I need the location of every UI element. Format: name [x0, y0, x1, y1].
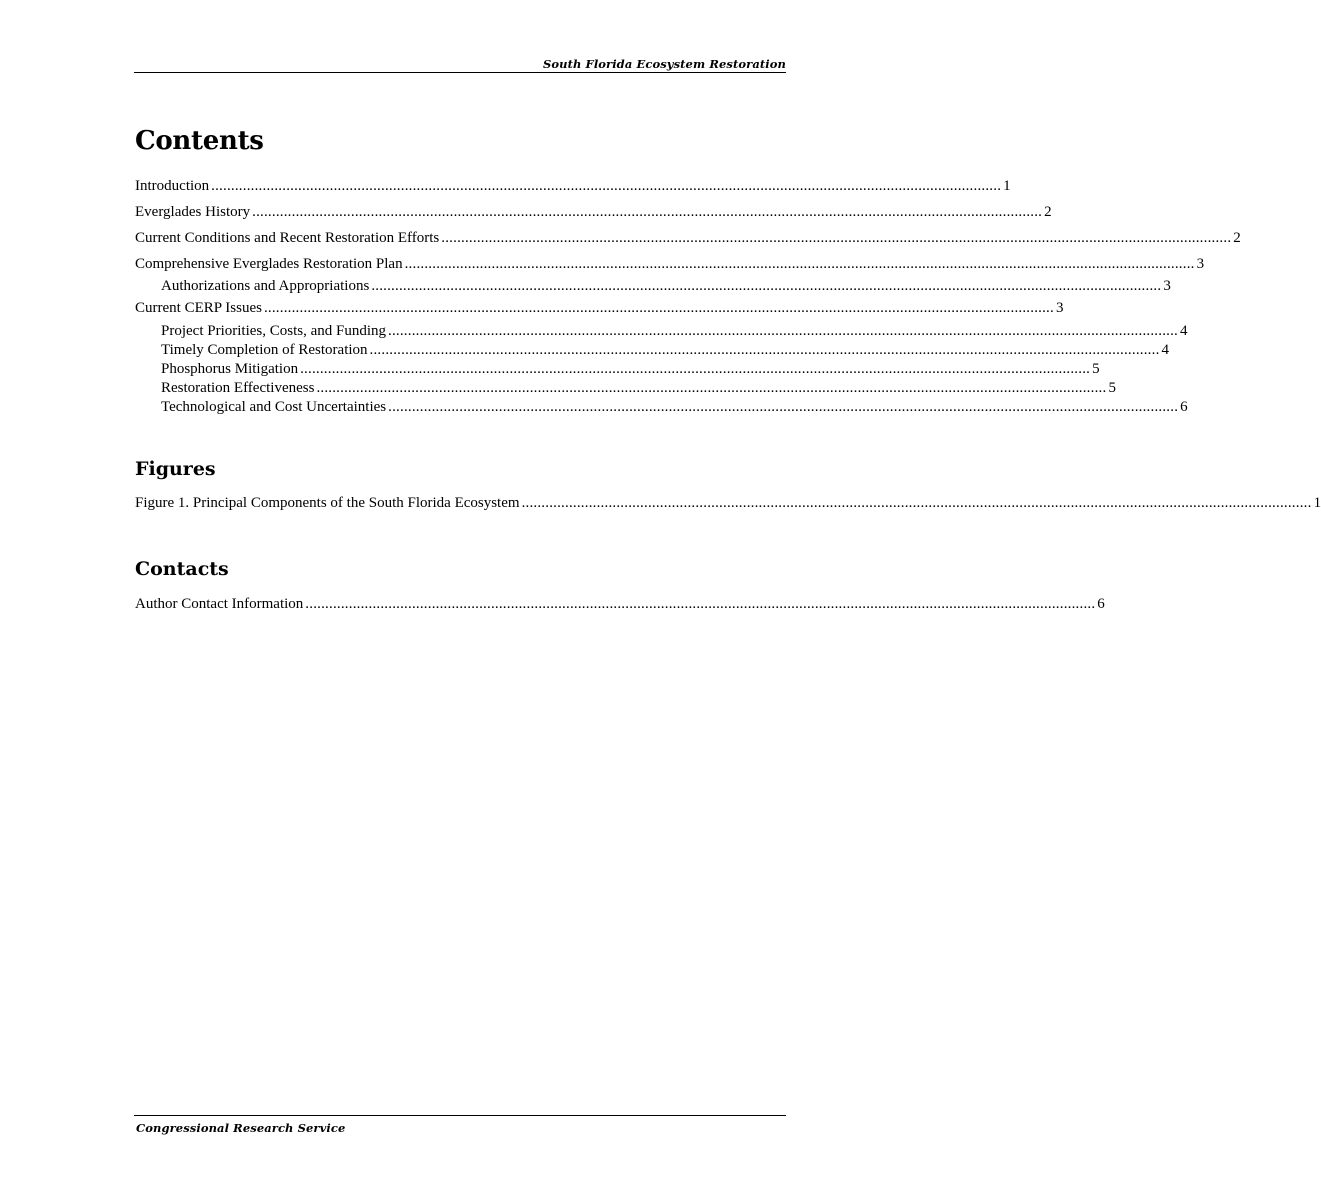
toc-entry-title: Project Priorities, Costs, and Funding: [161, 323, 386, 339]
dot-leader: ........................................................................................................................................................................................................: [316, 380, 1107, 396]
toc-entry-page: 5: [1108, 380, 1116, 396]
toc-entry-title: Authorizations and Appropriations: [161, 278, 370, 294]
toc-entry-page: 3: [1055, 300, 1064, 316]
dot-leader: ........................................................................................................................................................................................................: [252, 204, 1043, 220]
dot-leader: ........................................................................................................................................................................................................: [404, 256, 1195, 272]
toc-entry-authorizations[interactable]: [161, 277, 1171, 296]
toc-entry-current-cerp-issues[interactable]: [135, 299, 1064, 318]
toc-entry-introduction[interactable]: [135, 177, 1011, 196]
toc-entry-comprehensive-plan[interactable]: [135, 255, 1205, 274]
toc-entry-title: Restoration Effectiveness: [161, 380, 315, 396]
dot-leader: ........................................................................................................................................................................................................: [441, 230, 1232, 246]
toc-entry-page: 1: [1003, 178, 1011, 194]
dot-leader: ........................................................................................................................................................................................................: [211, 178, 1002, 194]
header-rule: [134, 72, 786, 73]
toc-entry-project-priorities[interactable]: [161, 322, 1188, 341]
toc-entry-phosphorus-mitigation[interactable]: [161, 360, 1100, 379]
toc-entry-page: 4: [1180, 323, 1188, 339]
running-footer: Congressional Research Service: [136, 1121, 346, 1135]
toc-entry-page: 1: [1313, 495, 1321, 511]
toc-entry-page: 3: [1196, 256, 1205, 272]
toc-entry-page: 3: [1163, 278, 1171, 294]
running-header: South Florida Ecosystem Restoration: [542, 57, 786, 71]
toc-entry-title: Everglades History: [135, 204, 251, 220]
contacts-heading: Contacts: [135, 558, 229, 580]
toc-entry-title: Timely Completion of Restoration: [161, 342, 368, 358]
dot-leader: ........................................................................................................................................................................................................: [263, 300, 1054, 316]
toc-entry-title: Current CERP Issues: [135, 300, 262, 316]
dot-leader: ........................................................................................................................................................................................................: [371, 278, 1162, 294]
toc-entry-title: Current Conditions and Recent Restoration Efforts: [135, 230, 440, 246]
dot-leader: ........................................................................................................................................................................................................: [305, 596, 1096, 612]
dot-leader: ........................................................................................................................................................................................................: [388, 323, 1178, 339]
toc-entry-title: Author Contact Information: [135, 596, 304, 612]
dot-leader: ........................................................................................................................................................................................................: [300, 361, 1091, 377]
toc-entry-current-conditions[interactable]: [135, 229, 1241, 248]
dot-leader: ........................................................................................................................................................................................................: [369, 342, 1160, 358]
toc-entry-technological-uncertainties[interactable]: [161, 398, 1188, 417]
toc-entry-page: 6: [1097, 596, 1105, 612]
toc-entry-title: Figure 1. Principal Components of the South Florida Ecosystem: [135, 495, 520, 511]
toc-entry-title: Comprehensive Everglades Restoration Plan: [135, 256, 403, 272]
dot-leader: ........................................................................................................................................................................................................: [388, 399, 1179, 415]
toc-entry-page: 5: [1092, 361, 1100, 377]
toc-entry-page: 2: [1044, 204, 1052, 220]
dot-leader: ........................................................................................................................................................................................................: [521, 495, 1312, 511]
contents-heading: Contents: [135, 126, 264, 156]
toc-entry-figure-1[interactable]: [135, 494, 1321, 513]
toc-entry-title: Introduction: [135, 178, 210, 194]
toc-entry-author-contact[interactable]: [135, 595, 1105, 614]
figures-heading: Figures: [135, 458, 216, 480]
toc-entry-page: 6: [1180, 399, 1188, 415]
toc-entry-page: 4: [1161, 342, 1170, 358]
toc-entry-page: 2: [1233, 230, 1241, 246]
toc-entry-timely-completion[interactable]: [161, 341, 1170, 360]
toc-entry-everglades-history[interactable]: [135, 203, 1052, 222]
footer-rule: [134, 1115, 786, 1116]
toc-entry-title: Phosphorus Mitigation: [161, 361, 299, 377]
toc-entry-title: Technological and Cost Uncertainties: [161, 399, 387, 415]
toc-entry-restoration-effectiveness[interactable]: [161, 379, 1116, 398]
